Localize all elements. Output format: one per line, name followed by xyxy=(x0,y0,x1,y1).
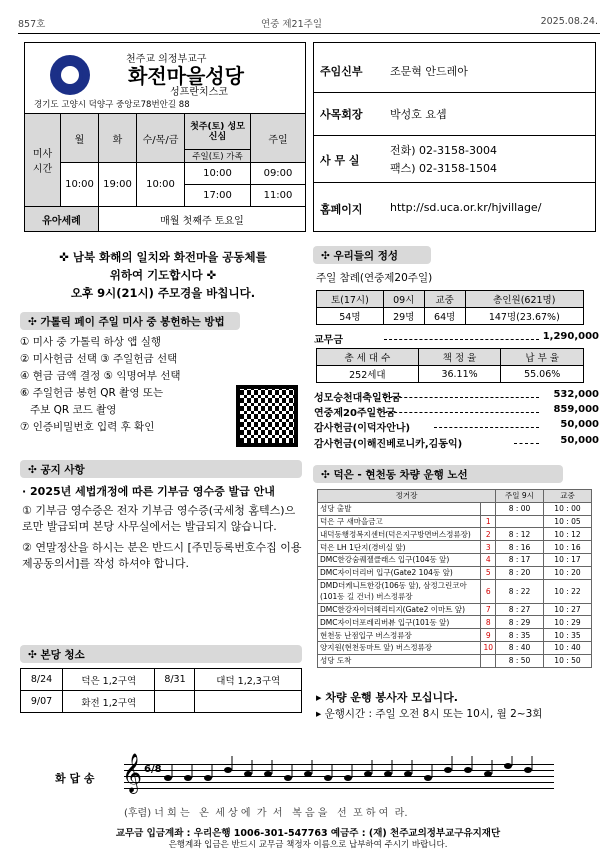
music-note xyxy=(224,767,232,773)
bus-cell: 8 : 35 xyxy=(496,629,544,642)
stat-header: 책 정 율 xyxy=(418,349,501,366)
gear-icon: ✣ xyxy=(28,316,41,328)
bus-cell: 10 : 05 xyxy=(544,515,592,528)
money-row xyxy=(314,419,599,434)
mass-schedule-table xyxy=(24,113,306,232)
bus-cell xyxy=(481,654,496,667)
prayer-line-1: ✜ 남북 화해의 일치와 화전마을 공동체를 xyxy=(59,250,267,264)
bus-cell: DMD더케니트한강(106동 앞), 삼정그린코아(101동 길 건너) 버스정류장 xyxy=(318,579,481,603)
mass-time-tue: 19:00 xyxy=(99,163,137,207)
mass-time-mon: 10:00 xyxy=(61,163,99,207)
pay-step: ② 미사헌금 선택 ③ 주일헌금 선택 xyxy=(20,353,178,365)
cleaning-title: 본당 청소 xyxy=(40,649,85,661)
stat-value: 36.11% xyxy=(418,366,501,383)
mass-time-sat1: 10:00 xyxy=(185,163,250,185)
att-header: 교중 xyxy=(424,291,465,308)
bus-cell: 4 xyxy=(481,553,496,566)
attendance-table xyxy=(316,290,584,325)
bus-cell: 덕은 구 새마을금고 xyxy=(318,515,481,528)
diocese-name: 천주교 의정부교구 xyxy=(126,54,207,65)
bus-cell: DMC한강숨퀘젤클래스 입구(104동 앞) xyxy=(318,553,481,566)
fee-value: 1,290,000 xyxy=(542,331,599,342)
pay-steps xyxy=(20,334,235,436)
bus-cell: 1 xyxy=(481,515,496,528)
footer-account: 교무금 입금계좌 : 우리은행 1006-301-547763 예금주 : (재) 천주교의정부교구유지재단 xyxy=(115,828,501,839)
offering-title: 우리들의 정성 xyxy=(333,250,398,262)
pastor-label: 주임신부 xyxy=(320,65,363,78)
money-value: 50,000 xyxy=(560,435,599,446)
bus-cell: 성당 도착 xyxy=(318,654,481,667)
bus-cell: 10 xyxy=(481,641,496,654)
music-staff xyxy=(122,753,554,794)
mass-header-tue: 화 xyxy=(99,114,137,163)
mass-header-wed: 수/목/금 xyxy=(137,114,185,163)
bus-row xyxy=(318,515,592,528)
notice-item-3: ② 연말정산을 하시는 분은 반드시 [주민등록번호수집 이용제공동의서]를 작성 하셔야 합니다. xyxy=(22,540,302,570)
music-note xyxy=(204,775,212,781)
bus-cell: 9 xyxy=(481,629,496,642)
bus-cell: 10 : 35 xyxy=(544,629,592,642)
bulletin-date: 2025.08.24. xyxy=(540,16,598,27)
music-note xyxy=(444,767,452,773)
cleaning-table xyxy=(20,668,302,713)
music-note xyxy=(184,775,192,781)
music-note xyxy=(424,775,432,781)
bus-row xyxy=(318,603,592,616)
church-name: 화전마을성당 xyxy=(128,64,244,88)
time-signature: 6/8 xyxy=(144,764,162,775)
bus-cell: 양지원(현천동마트 앞) 버스정류장 xyxy=(318,641,481,654)
prayer-line-2: 위하여 기도합시다 ✜ xyxy=(109,268,217,282)
notice-item-2: ① 기부금 영수증은 전자 기부금 영수증(국세청 홈텍스)으로만 발급되며 본당 사무실에서는 발급되지 않습니다. xyxy=(22,503,296,533)
att-header: 토(17시) xyxy=(317,291,384,308)
song-label: 화 답 송 xyxy=(55,772,95,785)
bus-cell: 8 : 29 xyxy=(496,616,544,629)
mass-header-sat: 첫주(토) 성모 신심 xyxy=(185,114,251,150)
bus-header: 교중 xyxy=(544,490,592,503)
mass-time-sun2: 11:00 xyxy=(263,190,293,201)
att-value: 147명(23.67%) xyxy=(465,308,583,325)
bus-cell: DMC자이더리버 입구(Gate2 104동 앞) xyxy=(318,566,481,579)
bus-cell: 2 xyxy=(481,528,496,541)
music-note xyxy=(324,775,332,781)
bus-title: 덕은 - 현천동 차량 운행 노선 xyxy=(333,469,468,481)
stat-header: 총 세 대 수 xyxy=(317,349,419,366)
bus-cell: 10 : 50 xyxy=(544,654,592,667)
bus-cell: 10 : 22 xyxy=(544,579,592,603)
info-row-pastor xyxy=(314,43,595,93)
bus-cell: 7 xyxy=(481,603,496,616)
music-note xyxy=(284,775,292,781)
music-note xyxy=(404,771,412,777)
stat-value: 252세대 xyxy=(317,366,419,383)
gear-icon: ✣ xyxy=(28,649,41,661)
bus-cell: 10 : 27 xyxy=(544,603,592,616)
fee-row xyxy=(314,331,599,346)
bus-cell: 8 : 12 xyxy=(496,528,544,541)
mass-header-mon: 월 xyxy=(61,114,99,163)
cleaning-area: 화전 1,2구역 xyxy=(63,691,155,713)
bus-cell: 덕은 LH 1단지(경비실 앞) xyxy=(318,541,481,554)
music-note xyxy=(464,767,472,773)
baptism-label: 유아세례 xyxy=(25,207,99,232)
bus-note-1: ▸ 차량 운행 봉사자 모십니다. xyxy=(316,691,458,704)
pay-step: ① 미사 중 가톨릭 하상 앱 실행 xyxy=(20,336,162,348)
bus-row xyxy=(318,566,592,579)
pay-title: 가톨릭 페이 주일 미사 중 봉헌하는 방법 xyxy=(40,316,225,328)
stat-value: 55.06% xyxy=(501,366,584,383)
bus-cell: 8 xyxy=(481,616,496,629)
bus-cell: 현천동 난점입구 버스정류장 xyxy=(318,629,481,642)
mass-header-sat-sub: 주일(토) 가족 xyxy=(185,150,251,163)
bus-cell: DMC한강자이더헤리티지(Gate2 이마트 앞) xyxy=(318,603,481,616)
notice-item-1: · 2025년 세법개정에 따른 기부금 영수증 발급 안내 xyxy=(22,485,275,498)
music-note xyxy=(504,763,512,769)
money-label: 연중제20주일헌금 xyxy=(314,408,396,419)
stat-header: 납 부 율 xyxy=(501,349,584,366)
money-value: 50,000 xyxy=(560,419,599,430)
bus-row xyxy=(318,502,592,515)
bus-cell: 10 : 16 xyxy=(544,541,592,554)
pay-title-bar xyxy=(20,312,240,330)
cleaning-date: 9/07 xyxy=(21,691,63,713)
church-logo-icon xyxy=(50,55,90,95)
footer-note: 은행계좌 입금은 반드시 교무금 책정자 이름으로 납부하여 주시기 바랍니다. xyxy=(168,840,448,850)
bus-cell: 내덕동행정복지센터(덕은지구방면버스정류장) xyxy=(318,528,481,541)
mass-header-sun: 주일 xyxy=(251,114,306,163)
att-header: 총인원(621명) xyxy=(465,291,583,308)
cleaning-title-bar xyxy=(20,645,302,663)
parish-info-box xyxy=(313,42,596,232)
att-header: 09시 xyxy=(383,291,424,308)
pastor-name: 조문혁 안드레아 xyxy=(390,65,468,78)
att-value: 54명 xyxy=(317,308,384,325)
bus-row xyxy=(318,579,592,603)
mass-time-sat2: 17:00 xyxy=(203,190,232,201)
music-note xyxy=(244,771,252,777)
bus-cell: 10 : 12 xyxy=(544,528,592,541)
mass-row-label: 미사 시간 xyxy=(25,114,61,207)
cleaning-date xyxy=(155,691,195,713)
bus-cell: 8 : 00 xyxy=(496,502,544,515)
bus-cell: 10 : 40 xyxy=(544,641,592,654)
bus-row xyxy=(318,553,592,566)
issue-number: 857호 xyxy=(18,19,46,30)
bus-cell: 6 xyxy=(481,579,496,603)
bus-cell: 8 : 50 xyxy=(496,654,544,667)
bus-cell: 8 : 20 xyxy=(496,566,544,579)
cleaning-area: 덕은 1,2구역 xyxy=(63,669,155,691)
bus-header: 주일 9시 xyxy=(496,490,544,503)
prayer-line-3: 오후 9시(21시) 주모경을 바칩니다. xyxy=(70,286,256,300)
bus-row xyxy=(318,641,592,654)
bus-cell: 10 : 20 xyxy=(544,566,592,579)
offering-title-bar xyxy=(313,246,431,264)
qr-code-icon[interactable] xyxy=(236,385,298,447)
bus-cell: 10 : 29 xyxy=(544,616,592,629)
office-tel: 전화) 02-3158-3004 xyxy=(390,144,497,157)
money-row xyxy=(314,404,599,419)
bus-cell: 8 : 17 xyxy=(496,553,544,566)
bus-title-bar xyxy=(313,465,563,483)
pay-step: ⑥ 주일헌금 봉헌 QR 촬영 또는 xyxy=(20,387,164,399)
bus-cell: 10 : 17 xyxy=(544,553,592,566)
homepage-url[interactable]: http://sd.uca.or.kr/hjvillage/ xyxy=(390,201,542,214)
top-rule xyxy=(18,33,600,34)
music-note xyxy=(524,767,532,773)
info-row-homepage xyxy=(314,183,595,231)
bus-note-2: ▸ 운행시간 : 주일 오전 8시 또는 10시, 월 2~3회 xyxy=(316,708,543,720)
music-note xyxy=(364,771,372,777)
cleaning-date: 8/24 xyxy=(21,669,63,691)
music-note xyxy=(164,775,172,781)
money-row xyxy=(314,389,599,404)
music-note xyxy=(484,771,492,777)
bus-cell xyxy=(481,502,496,515)
bus-cell: DMC자이더포레리버뷰 입구(101동 앞) xyxy=(318,616,481,629)
money-row xyxy=(314,435,599,450)
bus-cell: 8 : 27 xyxy=(496,603,544,616)
att-value: 64명 xyxy=(424,308,465,325)
fee-label: 교무금 xyxy=(314,335,343,346)
patron-name: 성프란치스코 xyxy=(170,87,228,98)
gear-icon: ✣ xyxy=(321,250,334,262)
church-address: 경기도 고양시 덕양구 중앙로78번안길 88 xyxy=(34,100,190,110)
bus-route-table xyxy=(317,489,592,668)
gear-icon: ✣ xyxy=(321,469,334,481)
bus-row xyxy=(318,616,592,629)
homepage-label: 홈페이지 xyxy=(320,203,363,216)
bus-cell: 5 xyxy=(481,566,496,579)
prayer-block xyxy=(18,248,308,302)
money-value: 859,000 xyxy=(553,404,599,415)
info-row-office xyxy=(314,136,595,183)
bus-header: 정거장 xyxy=(318,490,496,503)
music-notes xyxy=(158,756,558,796)
bus-cell: 8 : 40 xyxy=(496,641,544,654)
money-value: 532,000 xyxy=(553,389,599,400)
money-label: 성모승천대축일헌금 xyxy=(314,393,401,404)
music-note xyxy=(304,771,312,777)
bus-cell: 성당 출발 xyxy=(318,502,481,515)
mass-time-sun1: 09:00 xyxy=(251,163,305,185)
chair-name: 박성호 요셉 xyxy=(390,108,447,121)
bus-cell xyxy=(496,515,544,528)
notice-title: 공지 사항 xyxy=(40,464,85,476)
cleaning-area xyxy=(195,691,302,713)
notice-title-bar xyxy=(20,460,302,478)
liturgical-week: 연중 제21주일 xyxy=(261,19,322,30)
pay-step: ⑦ 인증비밀번호 입력 후 확인 xyxy=(20,421,155,433)
top-bar xyxy=(18,14,598,32)
att-value: 29명 xyxy=(383,308,424,325)
music-note xyxy=(384,771,392,777)
music-note xyxy=(264,771,272,777)
notice-body xyxy=(22,484,302,573)
pay-step: ④ 현금 금액 결정 ⑤ 익명여부 선택 xyxy=(20,370,181,382)
gear-icon: ✣ xyxy=(28,464,41,476)
treble-clef-icon: 𝄞 xyxy=(122,753,143,793)
fee-stats-table xyxy=(316,348,584,383)
money-label: 감사헌금(이해진베로니카,김동익) xyxy=(314,439,463,450)
bus-row xyxy=(318,654,592,667)
cleaning-date: 8/31 xyxy=(155,669,195,691)
attendance-title: 주일 참례(연중제20주일) xyxy=(316,272,433,284)
cleaning-area: 대덕 1,2,3구역 xyxy=(195,669,302,691)
bus-cell: 8 : 16 xyxy=(496,541,544,554)
bus-cell: 3 xyxy=(481,541,496,554)
info-row-chair xyxy=(314,93,595,136)
song-lyrics: (후렴) 너 희 는 온 세 상 에 가 서 복 음 을 선 포 하 여 라. xyxy=(124,808,408,819)
chair-label: 사목회장 xyxy=(320,108,363,121)
baptism-value: 매월 첫째주 토요일 xyxy=(99,207,306,232)
bus-row xyxy=(318,528,592,541)
office-label: 사 무 실 xyxy=(320,154,360,167)
money-label: 감사헌금(이덕자안나) xyxy=(314,423,411,434)
pay-step: 주보 QR 코드 촬영 xyxy=(20,404,117,416)
mass-time-wed: 10:00 xyxy=(137,163,185,207)
music-note xyxy=(344,775,352,781)
bus-cell: 10 : 00 xyxy=(544,502,592,515)
bus-row xyxy=(318,629,592,642)
bus-cell: 8 : 22 xyxy=(496,579,544,603)
office-fax: 팩스) 02-3158-1504 xyxy=(390,162,497,175)
bus-row xyxy=(318,541,592,554)
